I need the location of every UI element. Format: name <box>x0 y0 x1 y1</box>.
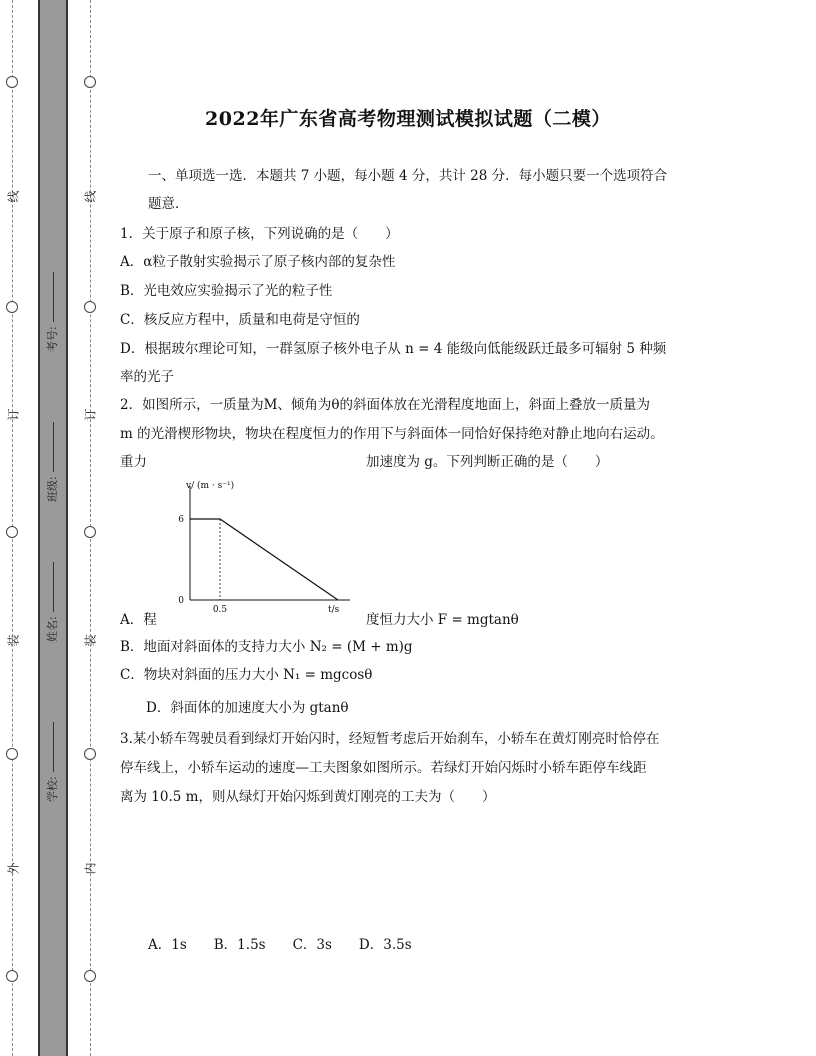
q2-option-a-cont: 度恒力大小 F = mgtanθ <box>366 612 519 628</box>
q2-option-c: C．物块对斜面的压力大小 N₁ = mgcosθ <box>120 667 373 683</box>
class-label: 班级: <box>46 476 59 502</box>
binding-hole <box>84 526 96 538</box>
page-title: 2022年广东省高考物理测试模拟试题（二模） <box>205 108 611 130</box>
velocity-time-graph <box>160 478 360 618</box>
binding-hole <box>6 301 18 313</box>
y-tick-label: 6 <box>178 515 184 525</box>
exam-number-field <box>44 272 60 352</box>
q1-option-c: C．核反应方程中，质量和电荷是守恒的 <box>120 312 360 328</box>
q2-option-b: B．地面对斜面体的支持力大小 N₂ = (M + m)g <box>120 639 413 655</box>
binding-bar <box>38 0 68 1056</box>
binding-hole <box>6 748 18 760</box>
inner-mark-zhuang: 装 <box>83 634 98 647</box>
binding-hole <box>84 76 96 88</box>
outer-mark-wai: 外 <box>6 862 21 875</box>
outer-mark-ding: 订 <box>6 408 21 421</box>
inner-mark-ding: 订 <box>83 408 98 421</box>
q3-stem-cont: 停车线上，小轿车运动的速度—工夫图象如图所示。若绿灯开始闪烁时小轿车距停车线距 <box>120 760 647 776</box>
exam-number-label: 考号: <box>46 326 59 352</box>
origin-label: 0 <box>178 596 184 606</box>
q3-stem-cont2: 离为 10.5 m，则从绿灯开始闪烁到黄灯刚亮的工夫为（ ） <box>120 789 496 805</box>
section-heading: 一、单项选一选．本题共 7 小题，每小题 4 分，共计 28 分．每小题只要一个选项符合 <box>148 168 668 184</box>
name-field <box>44 562 60 642</box>
school-label: 学校: <box>46 776 59 802</box>
binding-hole <box>84 301 96 313</box>
class-field <box>44 422 60 502</box>
q3-options: A．1s B．1.5s C．3s D．3.5s <box>148 937 412 953</box>
binding-hole <box>84 748 96 760</box>
velocity-series-line <box>190 519 338 600</box>
q1-stem: 1．关于原子和原子核，下列说确的是（ ） <box>120 226 399 242</box>
q2-option-a: A．程 <box>120 612 157 628</box>
binding-hole <box>6 76 18 88</box>
inner-mark-nei: 内 <box>83 862 98 875</box>
section-heading-cont: 题意． <box>148 196 189 212</box>
q2-stem: 2．如图所示，一质量为M、倾角为θ的斜面体放在光滑程度地面上，斜面上叠放一质量为 <box>120 397 651 413</box>
x-tick-label: 0.5 <box>212 605 228 615</box>
binding-hole <box>6 970 18 982</box>
name-label: 姓名: <box>46 616 59 642</box>
q2-stem-gravity: 重力 <box>120 454 147 470</box>
q1-option-d: D．根据玻尔理论可知，一群氢原子核外电子从 n = 4 能级向低能级跃迁最多可辐射 5 种频 <box>120 341 667 357</box>
q1-option-b: B．光电效应实验揭示了光的粒子性 <box>120 283 333 299</box>
y-axis-label: v/ (m · s⁻¹) <box>186 481 235 491</box>
school-field <box>44 722 60 802</box>
q2-option-d: D．斜面体的加速度大小为 gtanθ <box>146 700 349 716</box>
q3-stem: 3.某小轿车驾驶员看到绿灯开始闪时，经短暂考虑后开始刹车，小轿车在黄灯刚亮时恰停在 <box>120 731 660 747</box>
q2-stem-accel: 加速度为 g。下列判断正确的是（ ） <box>366 454 609 470</box>
inner-mark-xian: 线 <box>83 190 98 203</box>
binding-hole <box>6 526 18 538</box>
q1-option-d-cont: 率的光子 <box>120 369 174 385</box>
x-axis-label: t/s <box>328 605 340 615</box>
binding-hole <box>84 970 96 982</box>
outer-mark-zhuang: 装 <box>6 634 21 647</box>
outer-mark-xian: 线 <box>6 190 21 203</box>
q2-stem-cont: m 的光滑楔形物块，物块在程度恒力的作用下与斜面体一同恰好保持绝对静止地向右运动。 <box>120 426 664 442</box>
q1-option-a: A．α粒子散射实验揭示了原子核内部的复杂性 <box>120 254 396 270</box>
